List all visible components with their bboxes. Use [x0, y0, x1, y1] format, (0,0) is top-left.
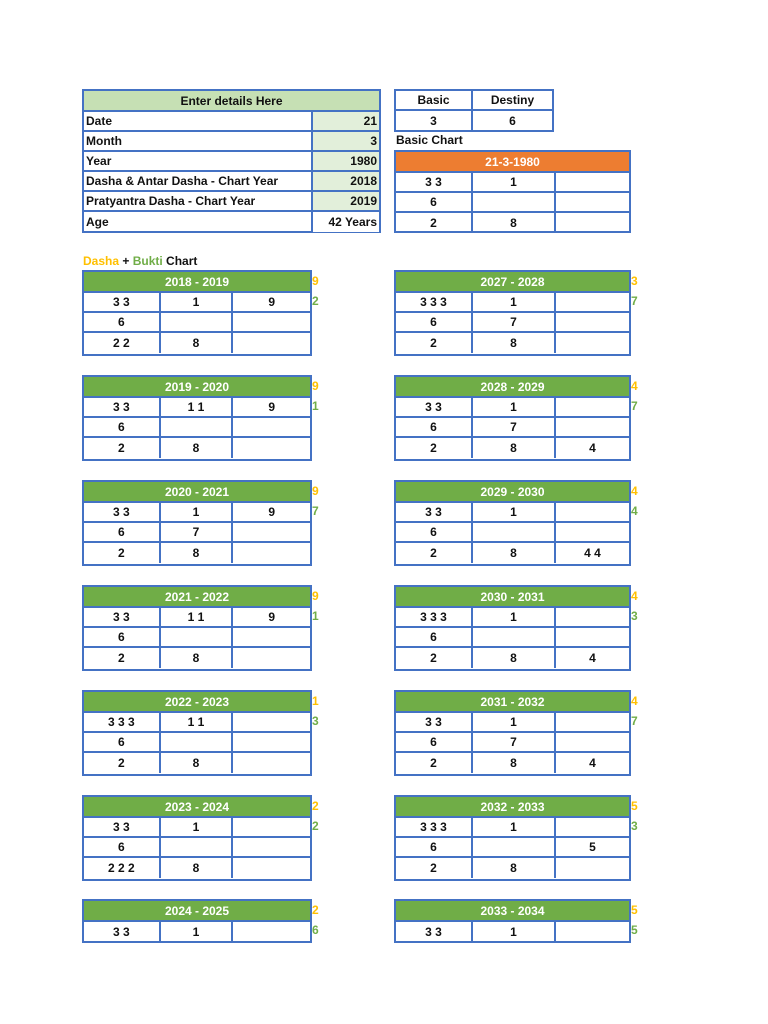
- chart-cell: 6: [396, 523, 473, 541]
- chart-cell: 3 3: [84, 608, 161, 626]
- year-chart-row: [84, 753, 310, 773]
- chart-cell: 1: [473, 293, 556, 311]
- year-chart: [394, 480, 631, 566]
- details-value: 42 Years: [313, 212, 379, 232]
- year-chart: [82, 585, 312, 671]
- chart-cell: [233, 818, 310, 836]
- chart-cell: 1: [161, 818, 234, 836]
- year-chart-title: 2029 - 2030: [396, 482, 629, 503]
- year-chart-row: [84, 628, 310, 648]
- details-row-year: [84, 152, 379, 172]
- chart-cell: [233, 753, 310, 773]
- year-chart-row: [84, 713, 310, 733]
- year-chart: [82, 480, 312, 566]
- dasha-number: 4: [631, 589, 638, 603]
- chart-cell: 1 1: [161, 713, 234, 731]
- year-chart-row: [396, 313, 629, 333]
- year-chart-row: [396, 608, 629, 628]
- bukti-number: 7: [312, 504, 319, 518]
- dasha-number: 4: [631, 484, 638, 498]
- chart-cell: [473, 523, 556, 541]
- chart-cell: 1: [161, 922, 234, 942]
- chart-cell: 7: [473, 418, 556, 436]
- chart-cell: [556, 193, 629, 211]
- dasha-number: 9: [312, 589, 319, 603]
- chart-cell: 1: [473, 818, 556, 836]
- chart-cell: 9: [268, 400, 276, 414]
- chart-cell: 8: [161, 543, 234, 563]
- chart-cell: [556, 213, 629, 233]
- chart-cell: 1: [473, 398, 556, 416]
- chart-cell: 8: [473, 753, 556, 773]
- year-chart-title: 2019 - 2020: [84, 377, 310, 398]
- year-chart-row: [396, 858, 629, 878]
- bukti-number: 7: [631, 399, 638, 413]
- chart-cell: 3 3: [396, 173, 473, 191]
- chart-cell: 6: [84, 838, 161, 856]
- chart-cell: [161, 418, 234, 436]
- dasha-number: 3: [631, 274, 638, 288]
- bukti-number: 1: [312, 609, 319, 623]
- year-chart-row: [396, 818, 629, 838]
- chart-cell: 1: [473, 922, 556, 942]
- bukti-number: 2: [312, 819, 319, 833]
- chart-cell: 3 3 3: [84, 713, 161, 731]
- legend-plus: +: [119, 254, 133, 268]
- chart-cell: 3 3: [84, 818, 161, 836]
- dasha-number: 4: [631, 694, 638, 708]
- chart-cell: [233, 713, 310, 731]
- year-chart-row: [396, 418, 629, 438]
- year-chart-row: [396, 922, 629, 942]
- year-chart-title: 2033 - 2034: [396, 901, 629, 922]
- destiny-header: Destiny: [490, 93, 535, 107]
- chart-cell: [233, 418, 310, 436]
- chart-cell: 8: [473, 858, 556, 878]
- chart-cell: 2: [84, 753, 161, 773]
- chart-cell: [556, 922, 629, 942]
- chart-cell: [233, 733, 310, 751]
- details-table: [82, 89, 381, 233]
- chart-cell: 6: [84, 418, 161, 436]
- bukti-number: 7: [631, 294, 638, 308]
- year-chart-row: [84, 418, 310, 438]
- year-chart: [82, 690, 312, 776]
- basic-chart-row: [396, 213, 629, 233]
- dasha-number: 9: [312, 379, 319, 393]
- year-chart-title: 2018 - 2019: [84, 272, 310, 293]
- chart-cell: 6: [84, 628, 161, 646]
- chart-cell: 2: [84, 438, 161, 458]
- chart-cell: 4: [589, 651, 596, 665]
- year-chart-title: 2021 - 2022: [84, 587, 310, 608]
- year-chart: [82, 795, 312, 881]
- year-chart-title: 2032 - 2033: [396, 797, 629, 818]
- year-chart-row: [396, 648, 629, 668]
- chart-cell: 8: [473, 648, 556, 668]
- chart-cell: 3 3 3: [396, 818, 473, 836]
- chart-cell: 8: [473, 543, 556, 563]
- chart-cell: [233, 313, 310, 331]
- chart-cell: 2 2: [84, 333, 161, 353]
- year-chart: [394, 375, 631, 461]
- details-row-date: [84, 112, 379, 132]
- chart-cell: 3 3: [396, 503, 473, 521]
- year-chart-row: [84, 543, 310, 563]
- basic-chart-row: [396, 173, 629, 193]
- chart-cell: 1: [473, 713, 556, 731]
- dasha-number: 5: [631, 903, 638, 917]
- details-label: Dasha & Antar Dasha - Chart Year: [84, 172, 313, 190]
- chart-cell: 3 3 3: [396, 608, 473, 626]
- dasha-number: 4: [631, 379, 638, 393]
- bukti-number: 1: [312, 399, 319, 413]
- chart-cell: 3 3: [396, 398, 473, 416]
- chart-cell: [556, 503, 629, 521]
- chart-cell: [473, 838, 556, 856]
- year-chart-row: [84, 733, 310, 753]
- chart-cell: [556, 858, 629, 878]
- year-chart: [82, 899, 312, 943]
- basic-value: 3: [396, 111, 473, 131]
- chart-cell: 1: [473, 503, 556, 521]
- dasha-number: 9: [312, 484, 319, 498]
- bukti-number: 3: [312, 714, 319, 728]
- basic-header: Basic: [396, 91, 473, 109]
- details-value[interactable]: 2018: [313, 172, 379, 190]
- year-chart-row: [84, 648, 310, 668]
- chart-cell: 9: [268, 505, 276, 519]
- chart-cell: 3 3: [84, 503, 161, 521]
- year-chart-title: 2022 - 2023: [84, 692, 310, 713]
- details-row-age: [84, 212, 379, 232]
- chart-cell: 6: [396, 628, 473, 646]
- chart-cell: 2: [396, 213, 473, 233]
- chart-cell: 4 4: [584, 546, 601, 560]
- bukti-number: 2: [312, 294, 319, 308]
- year-chart-title: 2031 - 2032: [396, 692, 629, 713]
- dasha-number: 2: [312, 903, 319, 917]
- year-chart-row: [84, 293, 310, 313]
- year-chart-row: [396, 293, 629, 313]
- year-chart-row: [396, 503, 629, 523]
- year-chart: [82, 375, 312, 461]
- chart-cell: [233, 438, 310, 458]
- basic-destiny-value-row: [396, 111, 552, 131]
- details-label: Year: [84, 152, 313, 170]
- bukti-number: 7: [631, 714, 638, 728]
- chart-cell: [556, 713, 629, 731]
- chart-cell: 2: [84, 648, 161, 668]
- chart-cell: [473, 193, 556, 211]
- year-chart-title: 2027 - 2028: [396, 272, 629, 293]
- chart-cell: 6: [84, 313, 161, 331]
- chart-cell: 2: [396, 858, 473, 878]
- chart-cell: [161, 628, 234, 646]
- chart-cell: 8: [161, 333, 234, 353]
- chart-cell: [161, 733, 234, 751]
- details-row-dasha-year: [84, 172, 379, 192]
- year-chart: [82, 270, 312, 356]
- year-chart-row: [396, 838, 629, 858]
- year-chart-row: [396, 523, 629, 543]
- legend-chart: Chart: [162, 254, 198, 268]
- year-chart-title: 2023 - 2024: [84, 797, 310, 818]
- year-chart-row: [84, 398, 310, 418]
- chart-cell: [233, 922, 310, 942]
- chart-cell: 3 3: [396, 922, 473, 942]
- year-chart-row: [84, 503, 310, 523]
- chart-cell: 2: [396, 543, 473, 563]
- basic-chart: [394, 150, 631, 233]
- chart-cell: 2: [396, 648, 473, 668]
- chart-cell: 8: [161, 438, 234, 458]
- chart-cell: [233, 333, 310, 353]
- chart-cell: [556, 608, 629, 626]
- year-chart: [394, 795, 631, 881]
- year-chart-row: [84, 818, 310, 838]
- bukti-number: 6: [312, 923, 319, 937]
- chart-cell: [233, 648, 310, 668]
- year-chart-row: [396, 543, 629, 563]
- chart-cell: 6: [396, 838, 473, 856]
- chart-cell: [556, 398, 629, 416]
- chart-cell: 3 3 3: [396, 293, 473, 311]
- details-label: Month: [84, 132, 313, 150]
- chart-cell: 6: [84, 733, 161, 751]
- chart-cell: 3 3: [84, 293, 161, 311]
- chart-cell: [556, 418, 629, 436]
- chart-cell: [556, 628, 629, 646]
- details-header: Enter details Here: [84, 91, 379, 112]
- year-chart: [394, 690, 631, 776]
- year-chart-row: [396, 628, 629, 648]
- chart-cell: 5: [589, 840, 596, 854]
- chart-cell: 8: [473, 438, 556, 458]
- bukti-number: 3: [631, 609, 638, 623]
- chart-cell: 2: [396, 753, 473, 773]
- chart-cell: 8: [473, 213, 556, 233]
- year-chart-row: [84, 608, 310, 628]
- destiny-value: 6: [509, 114, 516, 128]
- chart-cell: 6: [84, 523, 161, 541]
- dasha-bukti-legend: [83, 254, 197, 270]
- chart-cell: [161, 313, 234, 331]
- year-chart-row: [396, 398, 629, 418]
- chart-cell: 3 3: [84, 922, 161, 942]
- dasha-number: 5: [631, 799, 638, 813]
- dasha-number: 1: [312, 694, 319, 708]
- year-chart-title: 2024 - 2025: [84, 901, 310, 922]
- chart-cell: [233, 543, 310, 563]
- dasha-number: 9: [312, 274, 319, 288]
- chart-cell: [556, 733, 629, 751]
- chart-cell: 9: [268, 610, 276, 624]
- year-chart-title: 2030 - 2031: [396, 587, 629, 608]
- details-value[interactable]: 2019: [313, 192, 379, 210]
- chart-cell: [161, 838, 234, 856]
- chart-cell: 6: [396, 418, 473, 436]
- year-chart-row: [396, 438, 629, 458]
- basic-chart-title: Basic Chart: [396, 133, 463, 147]
- chart-cell: [233, 838, 310, 856]
- chart-cell: 1: [473, 173, 556, 191]
- year-chart-row: [396, 733, 629, 753]
- chart-cell: 7: [473, 313, 556, 331]
- chart-cell: 3 3: [396, 713, 473, 731]
- chart-cell: 6: [396, 193, 473, 211]
- chart-cell: 8: [161, 648, 234, 668]
- chart-cell: 1: [473, 608, 556, 626]
- chart-cell: 2 2 2: [84, 858, 161, 878]
- chart-cell: 3 3: [84, 398, 161, 416]
- year-chart: [394, 270, 631, 356]
- year-chart-row: [396, 333, 629, 353]
- chart-cell: 2: [396, 438, 473, 458]
- details-label: Date: [84, 112, 313, 130]
- chart-cell: 1: [161, 503, 234, 521]
- chart-cell: [556, 313, 629, 331]
- bukti-number: 3: [631, 819, 638, 833]
- details-value[interactable]: 3: [313, 132, 379, 150]
- chart-cell: 7: [161, 523, 234, 541]
- details-label: Pratyantra Dasha - Chart Year: [84, 192, 313, 210]
- chart-cell: 4: [589, 756, 596, 770]
- chart-cell: 1: [161, 293, 234, 311]
- year-chart-row: [84, 313, 310, 333]
- chart-cell: 1 1: [161, 608, 234, 626]
- chart-cell: 6: [396, 313, 473, 331]
- chart-cell: [233, 628, 310, 646]
- basic-destiny-table: [394, 89, 554, 132]
- year-chart-row: [84, 438, 310, 458]
- dasha-number: 2: [312, 799, 319, 813]
- details-value[interactable]: 1980: [313, 152, 379, 170]
- chart-cell: 8: [473, 333, 556, 353]
- chart-cell: 8: [161, 753, 234, 773]
- year-chart-row: [84, 922, 310, 942]
- details-value[interactable]: 21: [313, 112, 379, 130]
- chart-cell: [233, 523, 310, 541]
- chart-cell: [233, 858, 310, 878]
- legend-bukti: Bukti: [132, 254, 163, 268]
- chart-cell: 9: [268, 295, 276, 309]
- chart-cell: 1 1: [161, 398, 234, 416]
- details-row-pratyantra-year: [84, 192, 379, 212]
- year-chart-title: 2020 - 2021: [84, 482, 310, 503]
- year-chart-row: [84, 523, 310, 543]
- basic-destiny-header-row: [396, 91, 552, 111]
- year-chart-row: [84, 333, 310, 353]
- chart-cell: [556, 333, 629, 353]
- chart-cell: [556, 173, 629, 191]
- year-chart-row: [84, 858, 310, 878]
- year-chart-row: [396, 713, 629, 733]
- details-label: Age: [84, 212, 313, 232]
- year-chart-title: 2028 - 2029: [396, 377, 629, 398]
- year-chart: [394, 899, 631, 943]
- details-row-month: [84, 132, 379, 152]
- chart-cell: 7: [473, 733, 556, 751]
- chart-cell: [556, 818, 629, 836]
- year-chart-row: [396, 753, 629, 773]
- chart-cell: 4: [589, 441, 596, 455]
- year-chart: [394, 585, 631, 671]
- bukti-number: 4: [631, 504, 638, 518]
- basic-chart-date-header: 21-3-1980: [396, 152, 629, 173]
- chart-cell: [556, 293, 629, 311]
- chart-cell: [473, 628, 556, 646]
- legend-dasha: Dasha: [83, 254, 120, 268]
- chart-cell: 6: [396, 733, 473, 751]
- chart-cell: 2: [396, 333, 473, 353]
- bukti-number: 5: [631, 923, 638, 937]
- basic-chart-row: [396, 193, 629, 213]
- year-chart-row: [84, 838, 310, 858]
- chart-cell: [556, 523, 629, 541]
- chart-cell: 2: [84, 543, 161, 563]
- chart-cell: 8: [161, 858, 234, 878]
